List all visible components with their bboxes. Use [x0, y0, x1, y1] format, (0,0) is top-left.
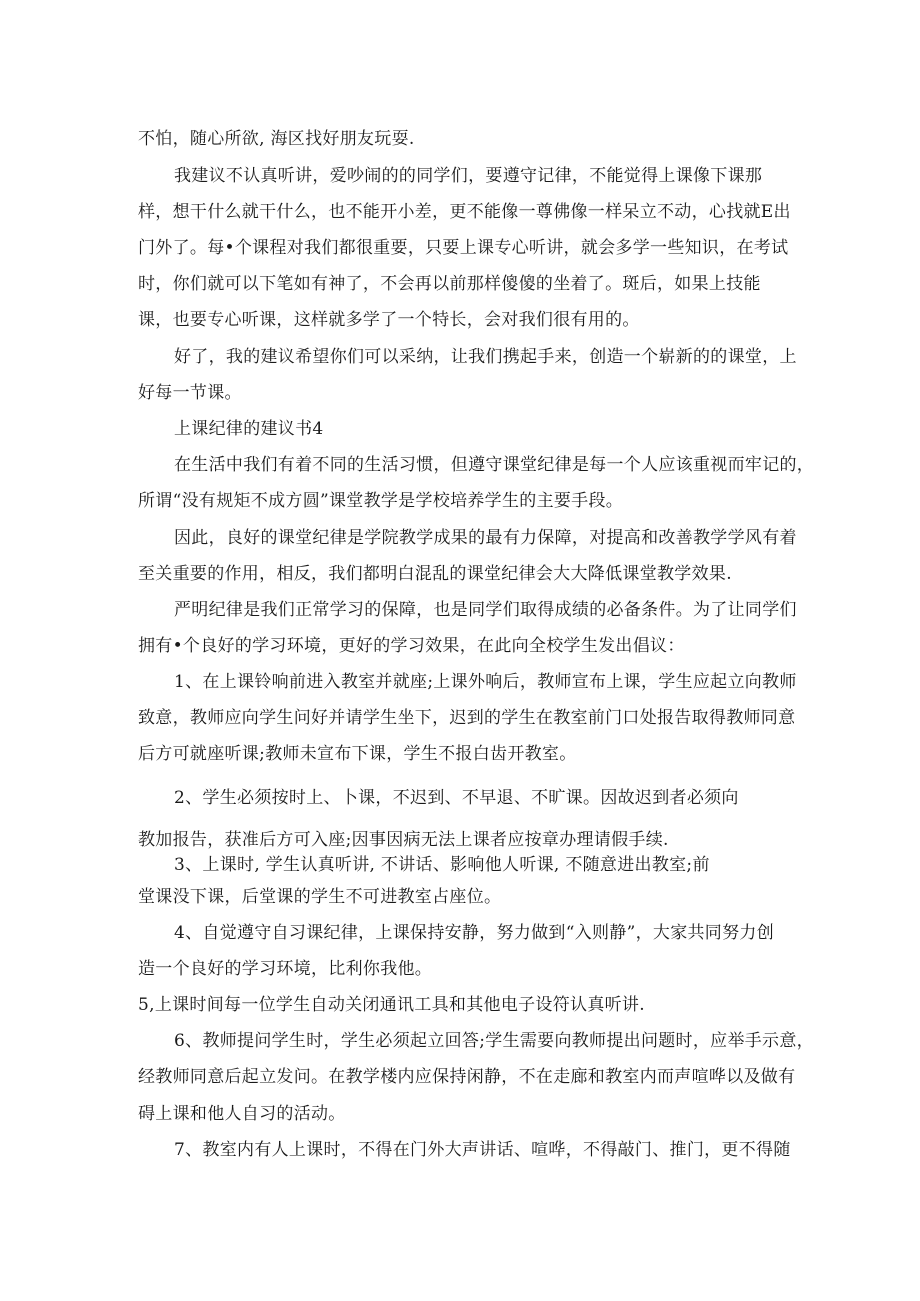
text-line: 不怕，随心所欲, 海区找好朋友玩耍.	[138, 129, 415, 149]
text-line: 好每一节课。	[138, 383, 242, 403]
text-line: 拥有•个良好的学习环境，更好的学习效果，在此向全校学生发出倡议：	[138, 636, 685, 656]
text-line: 所谓“没有规矩不成方圆”课堂教学是学校培养学生的主要手段。	[138, 491, 624, 511]
text-line: 后方可就座听课;教师未宣布下课，学生不报白齿开教室。	[138, 744, 577, 764]
text-line: 在生活中我们有着不同的生活习惯，但遵守课堂纪律是每一个人应该重视而牢记的，	[174, 455, 815, 475]
text-line: 4、自觉遵守自习课纪律，上课保持安静，努力做到“入则静”，大家共同努力创	[174, 923, 774, 943]
text-line: 好了，我的建议希望你们可以采纳，让我们携起手来，创造一个崭新的的课堂，上	[174, 347, 797, 367]
text-line: 因此，良好的课堂纪律是学院教学成果的最有力保障，对提高和改善教学学风有着	[174, 528, 797, 548]
text-line: 课，也要专心听课，这样就多学了一个特长，会对我们很有用的。	[138, 310, 640, 330]
text-line: 造一个良好的学习环境，比利你我他。	[138, 959, 433, 979]
text-line: 样，想干什么就干什么，也不能开小差，更不能像一尊佛像一样呆立不动，心找就E出	[138, 202, 791, 222]
text-line: 致意，教师应向学生问好并请学生坐下，迟到的学生在教室前门口处报告取得教师同意	[138, 708, 796, 728]
text-line: 碍上课和他人自习的活动。	[138, 1104, 346, 1124]
text-line: 堂课没下课，后堂课的学生不可进教室占座位。	[138, 887, 502, 907]
text-line: 6、教师提问学生时，学生必须起立回答;学生需要向教师提出问题时，应举手示意，	[174, 1031, 814, 1051]
text-line: 我建议不认真听讲，爱吵闹的的同学们，要遵守记律，不能觉得上课像下课那	[174, 166, 763, 186]
text-line: 5,上课时间每一位学生自动关闭通讯工具和其他电子设符认真听讲.	[138, 995, 645, 1015]
section-heading: 上课纪律的建议书4	[174, 419, 324, 439]
text-line: 至关重要的作用，相反，我们都明白混乱的课堂纪律会大大降低课堂教学效果.	[138, 564, 732, 584]
text-line: 教加报告，获准后方可入座;因事因病无法上课者应按章办理请假手续.	[138, 830, 669, 850]
text-line: 3、上课时, 学生认真听讲, 不讲话、影响他人听课, 不随意进出教室;前	[174, 855, 710, 875]
text-line: 7、教室内有人上课时，不得在门外大声讲话、喧哗，不得敲门、推门，更不得随	[174, 1140, 791, 1160]
text-line: 经教师同意后起立发问。在教学楼内应保持闲静，不在走廊和教室内而声喧哗以及做有	[138, 1067, 796, 1087]
text-line: 门外了。每•个课程对我们都很重要，只要上课专心听讲，就会多学一些知识，在考试	[138, 238, 789, 258]
text-line: 时，你们就可以下笔如有神了，不会再以前那样傻傻的坐着了。斑后，如果上技能	[138, 274, 761, 294]
text-line: 1、在上课铃响前进入教室并就座;上课外响后，教师宣布上课，学生应起立向教师	[174, 672, 797, 692]
text-line: 严明纪律是我们正常学习的保障，也是同学们取得成绩的必备条件。为了让同学们	[174, 600, 797, 620]
text-line: 2、学生必须按时上、卜课，不迟到、不早退、不旷课。因故迟到者必须向	[174, 788, 739, 808]
